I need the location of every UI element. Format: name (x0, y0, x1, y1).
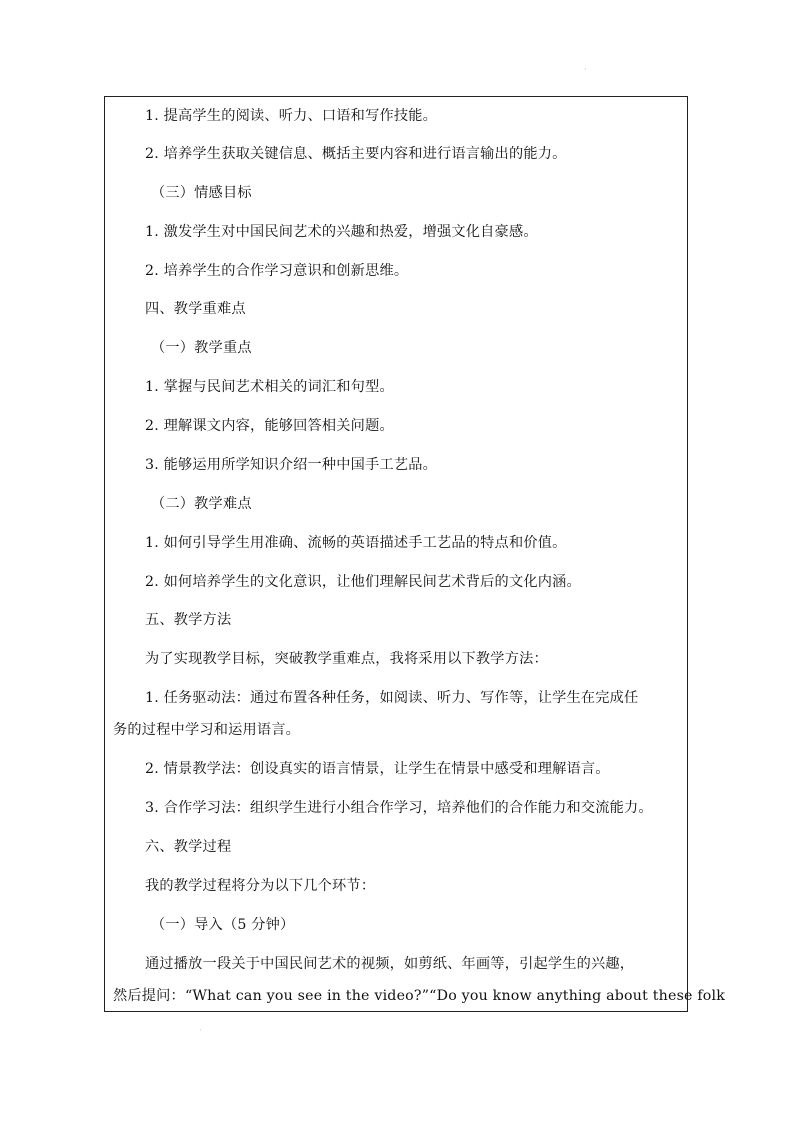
section-heading: 六、教学过程 (145, 839, 232, 855)
text-line: 1. 掌握与民间艺术相关的词汇和句型。 (145, 379, 394, 395)
text-line: 2. 理解课文内容，能够回答相关问题。 (145, 418, 394, 434)
text-line: 1. 提高学生的阅读、听力、口语和写作技能。 (145, 108, 438, 124)
text-line: 1. 如何引导学生用准确、流畅的英语描述手工艺品的特点和价值。 (145, 535, 567, 551)
top-corner-mark: · (584, 65, 587, 75)
text-line: 然后提问：“What can you see in the video?”“Do you know anything about these folk (113, 988, 726, 1004)
table-cell-frame (104, 96, 726, 1012)
text-line: 务的过程中学习和运用语言。 (113, 722, 301, 738)
text-line: 3. 合作学习法：组织学生进行小组合作学习，培养他们的合作能力和交流能力。 (145, 800, 653, 816)
section-heading: 四、教学重难点 (145, 301, 246, 317)
text-line: 3. 能够运用所学知识介绍一种中国手工艺品。 (145, 457, 438, 473)
text-line: 2. 培养学生的合作学习意识和创新思维。 (145, 263, 409, 279)
section-heading: （一）导入（5 分钟） (151, 917, 295, 933)
bottom-corner-mark: · (199, 1026, 202, 1036)
text-line: 2. 如何培养学生的文化意识，让他们理解民间艺术背后的文化内涵。 (145, 574, 581, 590)
text-line: 1. 激发学生对中国民间艺术的兴趣和热爱，增强文化自豪感。 (145, 224, 538, 240)
text-line: 通过播放一段关于中国民间艺术的视频，如剪纸、年画等，引起学生的兴趣， (145, 956, 635, 972)
section-heading: 五、教学方法 (145, 612, 232, 628)
text-line: 为了实现教学目标，突破教学重难点，我将采用以下教学方法： (145, 651, 548, 667)
text-line: 我的教学过程将分为以下几个环节： (145, 878, 376, 894)
section-heading: （一）教学重点 (151, 340, 252, 356)
section-heading: （二）教学难点 (151, 496, 252, 512)
text-line: 2. 培养学生获取关键信息、概括主要内容和进行语言输出的能力。 (145, 146, 567, 162)
text-line: 2. 情景教学法：创设真实的语言情景，让学生在情景中感受和理解语言。 (145, 761, 610, 777)
section-heading: （三）情感目标 (151, 185, 252, 201)
text-line: 1. 任务驱动法：通过布置各种任务，如阅读、听力、写作等，让学生在完成任 (145, 690, 639, 706)
